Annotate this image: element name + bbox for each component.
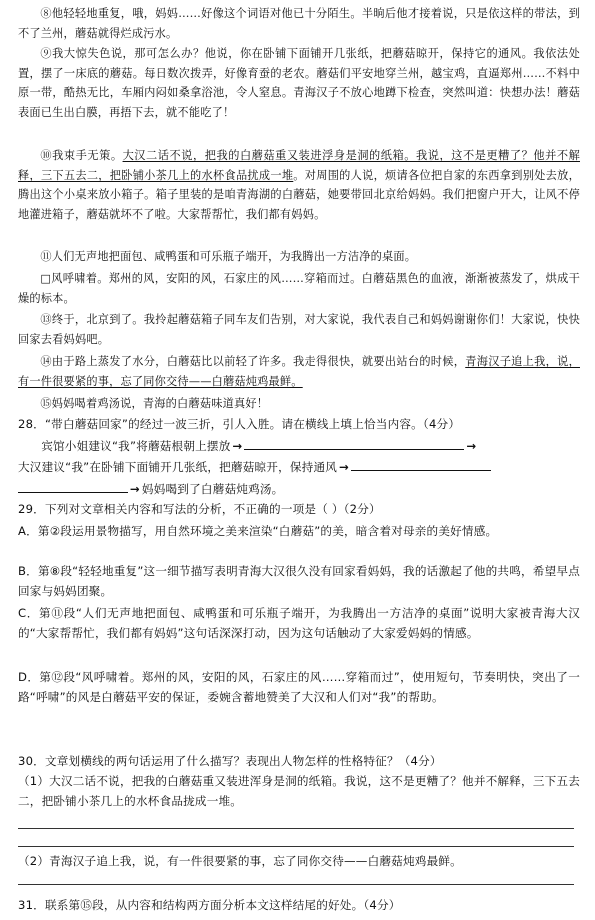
arrow-icon: → (130, 482, 140, 496)
underlined-sentence-2: 青海汉子追上我，说，有一件很要紧的事，忘了同你交待——白蘑菇炖鸡最鲜。 (18, 355, 580, 388)
story-paragraph-12 (18, 269, 580, 308)
story-paragraph-11 (18, 247, 580, 267)
story-paragraph-10 (18, 146, 580, 224)
answer-line[interactable] (18, 846, 574, 847)
option-d-text: D．第⑫段“风呼啸着。郑州的风，安阳的风，石家庄的风……穿箱而过”，使用短句，节奏明快，突出了一路“呼啸”的风是白蘑菇平安的保证，委婉含蓄地赞美了大汉和人们对“我”的帮助。 (18, 670, 580, 704)
question-29-option-c[interactable] (18, 604, 580, 643)
story-paragraph-11-text: ⑪人们无声地把面包、咸鸭蛋和可乐瓶子端开，为我腾出一方洁净的桌面。 (40, 250, 417, 263)
story-paragraph-10-lead: ⑩我束手无策。 (40, 149, 123, 162)
question-29-stem-text: 29．下列对文章相关内容和写法的分析，不正确的一项是（ ）（2分） (18, 502, 381, 516)
q28-step-1: 宾馆小姐建议“我”将蘑菇根朝上摆放 (41, 439, 231, 453)
story-paragraph-8 (18, 4, 580, 43)
arrow-icon: → (466, 439, 477, 453)
question-29-option-a[interactable] (18, 522, 580, 542)
question-29-stem (18, 500, 580, 520)
question-28-stem (18, 415, 580, 435)
story-paragraph-15 (18, 394, 580, 414)
question-28-line-3 (18, 480, 580, 500)
option-b-text: B．第⑧段“轻轻地重复”这一细节描写表明青海大汉很久没有回家看妈妈，我的话激起了他的共鸣，希望早点回家与妈妈团聚。 (18, 564, 580, 598)
question-30-sub-2 (18, 852, 580, 872)
question-30-sub-2-text: （2）青海汉子追上我，说，有一件很要紧的事，忘了同你交待——白蘑菇炖鸡最鲜。 (18, 854, 462, 868)
answer-line[interactable] (18, 828, 574, 829)
answer-blank-1[interactable] (244, 437, 464, 450)
arrow-icon: → (232, 439, 243, 453)
question-31-stem-text: 31．联系第⑮段，从内容和结构两方面分析本文这样结尾的好处。（4分） (18, 898, 401, 912)
question-30-sub-1 (18, 772, 580, 811)
question-30-sub-1-text: （1）大汉二话不说，把我的白蘑菇重又装进浑身是洞的纸箱。我说，这不是更糟了？他并不解释，三下五去二，把卧铺小茶几上的水杯食品拢成一堆。 (18, 774, 580, 808)
story-paragraph-13-text: ⑬终于，北京到了。我拎起蘑菇箱子同车友们告别，对大家说，我代表自己和妈妈谢谢你们！大家说，快快回家去看妈妈吧。 (18, 313, 580, 346)
story-paragraph-9 (18, 44, 580, 122)
answer-blank-2[interactable] (351, 458, 491, 471)
story-paragraph-9-text: ⑨我大惊失色说，那可怎么办？他说，你在卧铺下面铺开几张纸，把蘑菇晾开，保持它的通风。我依法处置，摆了一床底的蘑菇。每日数次拨弄，好像育蚕的老农。蘑菇们平安地穿兰州，越宝鸡，直逼郑州……不料中原一带，酷热无比，车厢内闷如桑拿浴池，令人窒息。青海汉子不放心地蹲下检查，突然叫道：快想办法！蘑菇表面已生出白膜，再捂下去，就不能吃了！ (18, 47, 580, 119)
story-paragraph-10-rest: 。对周围的人说，烦请各位把自家的东西拿到别处去放，腾出这个小桌来放小箱子。箱子里装的是咱青海湖的白蘑菇，她要带回北京给妈妈。我们把窗户开大，让风不停地灌进箱子，蘑菇就坏不了啦。大家帮帮忙，我们都有妈妈。 (18, 168, 580, 221)
option-c-text: C．第⑪段“人们无声地把面包、咸鸭蛋和可乐瓶子端开，为我腾出一方洁净的桌面”说明大家被青海大汉的“大家帮帮忙，我们都有妈妈”这句话深深打动，因为这句话触动了大家爱妈妈的情感。 (18, 606, 580, 640)
question-31-stem (18, 896, 580, 916)
story-paragraph-14 (18, 352, 580, 391)
answer-blank-3[interactable] (18, 480, 128, 493)
story-paragraph-15-text: ⑮妈妈喝着鸡汤说，青海的白蘑菇味道真好！ (40, 397, 269, 410)
underlined-sentence-1: 大汉二话不说，把我的白蘑菇重又装进浮身是洞的纸箱。我说，这不是更糟了？他并不解释，三下五去二，把卧铺小茶几上的水杯食品扰成一堆 (18, 149, 580, 182)
question-30-stem-text: 30．文章划横线的两句话运用了什么描写？表现出人物怎样的性格特征？（4分） (18, 754, 442, 768)
story-paragraph-8-text: ⑧他轻轻地重复，哦，妈妈……好像这个词语对他已十分陌生。半晌后他才接着说，只是依这样的带法，到不了兰州，蘑菇就得烂成污水。 (18, 7, 580, 40)
q28-step-2: 大汉建议“我”在卧铺下面铺开几张纸，把蘑菇晾开，保持通风 (18, 460, 338, 474)
question-28-line-1 (18, 437, 580, 457)
question-29-option-b[interactable] (18, 562, 580, 601)
story-paragraph-13 (18, 310, 580, 349)
answer-line[interactable] (18, 884, 574, 885)
story-paragraph-12-text: □风呼啸着。郑州的风，安阳的风，石家庄的风……穿箱而过。白蘑菇黑色的血液，渐渐被蒸发了，烘成干燥的标本。 (18, 272, 580, 305)
q28-step-3: 妈妈喝到了白蘑菇炖鸡汤。 (141, 482, 284, 496)
arrow-icon: → (339, 460, 349, 474)
story-paragraph-14-lead: ⑭由于路上蒸发了水分，白蘑菇比以前轻了许多。我走得很快，就要出站台的时候， (40, 355, 466, 368)
question-30-stem (18, 752, 580, 772)
option-a-text: A．第②段运用景物描写，用自然环境之美来渲染“白蘑菇”的美，暗含着对母亲的美好情感。 (18, 524, 498, 538)
question-28-stem-text: 28．“带白蘑菇回家”的经过一波三折，引人入胜。请在横线上填上恰当内容。（4分） (18, 417, 461, 431)
question-29-option-d[interactable] (18, 668, 580, 707)
question-28-line-2 (18, 458, 580, 478)
